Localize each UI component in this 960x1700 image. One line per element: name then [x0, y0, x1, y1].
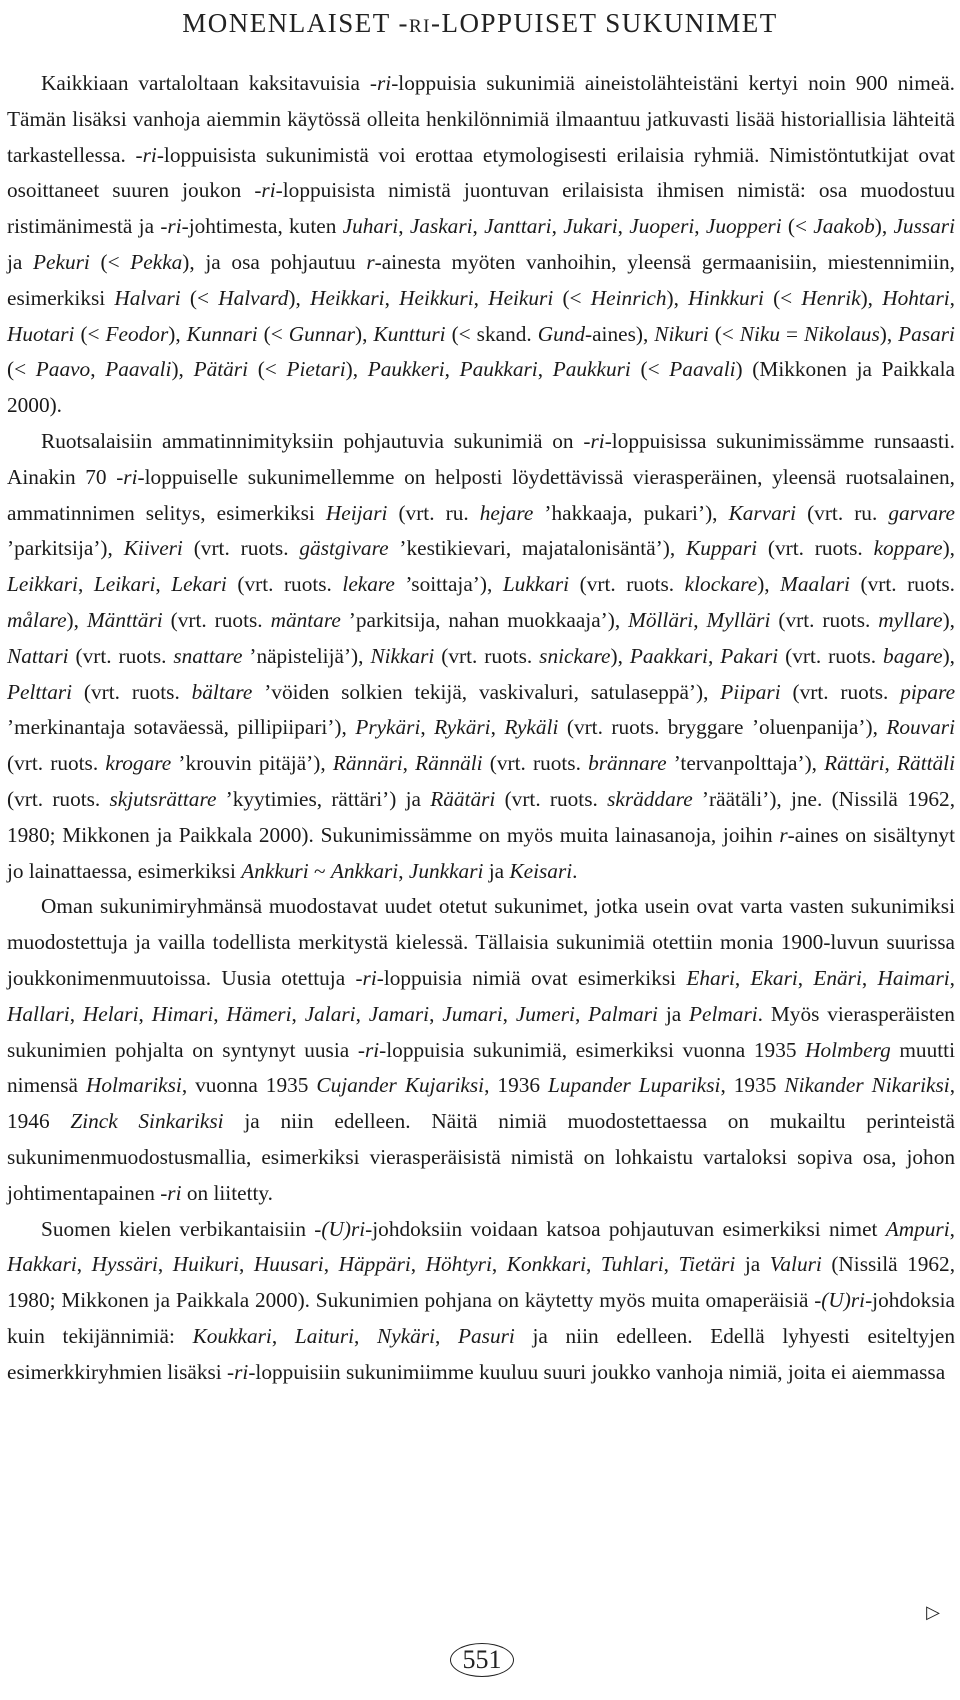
italic-term: Ekari [750, 965, 798, 990]
italic-term: Laituri [294, 1323, 355, 1348]
italic-term: Hallari [7, 1001, 70, 1026]
italic-term: Junkkari [408, 858, 484, 883]
italic-term: Ampuri [885, 1216, 950, 1241]
italic-term: brännare [588, 751, 667, 776]
italic-term: Niku [739, 321, 781, 346]
italic-term: Pelttari [7, 679, 73, 704]
italic-term: Hämeri [226, 1001, 292, 1026]
italic-term: Juopperi [705, 214, 782, 239]
italic-term: Rännäli [415, 751, 483, 776]
italic-term: Rouvari [886, 715, 955, 740]
italic-term: -ri [357, 1037, 380, 1062]
italic-term: Mylläri [706, 607, 771, 632]
italic-term: Ehari [686, 965, 735, 990]
italic-term: -ri [116, 464, 138, 489]
italic-term: Ankkuri [241, 858, 309, 883]
italic-term: Mölläri [628, 607, 694, 632]
running-head-part1: MONENLAISET - [182, 8, 409, 38]
italic-term: skräddare [607, 786, 693, 811]
italic-term: bagare [883, 643, 943, 668]
paragraph-2: Ruotsalaisiin ammatinnimityksiin pohjautuvia sukunimiä on -ri-loppuisissa sukunimissämme runsaasti. Ainakin 70 -ri-loppuiselle sukunimellemme on helposti löydettävissä vierasperäinen, yleensä ruotsalainen, ammatinnimen selitys, esimerkiksi Heijari (vrt. ru. hejare ’hakkaaja, pukari’), Karvari (vrt. ru. garvare ’parkitsija’), Kiiveri (vrt. ruots. gästgivare ’kestikievari, majatalonisäntä’), Kuppari (vrt. ruots. koppare), Leikkari, Leikari, Lekari (vrt. ruots. lekare ’soittaja’), Lukkari (vrt. ruots. klockare), Maalari (vrt. ruots. målare), Mänttäri (vrt. ruots. mäntare ’parkitsija, nahan muokkaaja’), Mölläri, Mylläri (vrt. ruots. myllare), Nattari (vrt. ruots. snattare ’näpistelijä’), Nikkari (vrt. ruots. snickare), Paakkari, Pakari (vrt. ruots. bagare), Pelttari (vrt. ruots. bältare ’vöiden solkien tekijä, vaskivaluri, satulaseppä’), Piipari (vrt. ruots. pipare ’merkinantaja sotaväessä, pillipiipari’), Prykäri, Rykäri, Rykäli (vrt. ruots. bryggare ’oluenpanija’), Rouvari (vrt. ruots. krogare ’krouvin pitäjä’), Rännäri, Rännäli (vrt. ruots. brännare ’tervanpolttaja’), Rättäri, Rättäli (vrt. ruots. skjutsrättare ’kyytimies, rättäri’) ja Räätäri (vrt. ruots. skräddare ’räätäli’), jne. (Nissilä 1962, 1980; Mikkonen ja Paikkala 2000). Sukunimissämme on myös muita lainasanoja, joihin r-aines on sisältynyt jo lainattaessa, esimerkiksi Ankkuri ~ Ankkari, Junkkari ja Keisari. [7, 428, 956, 883]
italic-term: Paukkeri [367, 357, 445, 382]
italic-term: Räätäri [430, 786, 496, 811]
italic-term: -ri [369, 71, 392, 95]
italic-term: Jaskari [409, 214, 473, 239]
italic-term: Piipari [720, 679, 781, 704]
italic-term: pipare [900, 679, 956, 704]
italic-term: Ankkari [330, 858, 399, 883]
italic-term: Maalari [780, 572, 850, 597]
italic-term: Pekuri [33, 249, 90, 274]
italic-term: Jaakob [813, 214, 875, 239]
italic-term: målare [7, 607, 67, 632]
italic-term: Prykäri [355, 715, 421, 740]
italic-term: Pelmari [689, 1001, 758, 1026]
italic-term: -ri [135, 142, 157, 167]
italic-term: Pasuri [458, 1323, 515, 1348]
italic-term: Nykäri [377, 1323, 435, 1348]
italic-term: Gunnar [288, 321, 355, 346]
italic-term: Halvard [218, 285, 289, 310]
italic-term: Paavali [105, 357, 172, 382]
italic-term: Heijari [325, 500, 388, 525]
italic-term: Halvari [114, 285, 181, 310]
italic-term: Huikuri [172, 1252, 240, 1277]
page-number: 551 [450, 1643, 514, 1677]
italic-term: Lukkari [502, 572, 570, 597]
italic-term: Jukari [563, 214, 618, 239]
italic-term: Leikkari [7, 572, 78, 597]
italic-term: Pietari [286, 357, 346, 382]
running-head-suffix: RI [408, 16, 431, 37]
italic-term: Pätäri [193, 357, 249, 382]
italic-term: Koukkari [192, 1323, 272, 1348]
italic-term: Hyssäri [91, 1252, 158, 1277]
italic-term: Tietäri [678, 1252, 736, 1277]
italic-term: Helari [82, 1001, 139, 1026]
italic-term: Zinck Sinkariksi [70, 1109, 224, 1134]
italic-term: Juoperi [629, 214, 695, 239]
italic-term: Nikkari [370, 643, 435, 668]
italic-term: skjutsrättare [109, 786, 217, 811]
italic-term: Keisari [509, 858, 573, 883]
italic-term: Nattari [7, 643, 69, 668]
italic-term: -ri [254, 178, 276, 203]
italic-term: Paukkari [459, 357, 538, 382]
italic-term: Valuri [769, 1252, 822, 1277]
italic-term: gästgivare [299, 536, 389, 561]
italic-term: Holmariksi [85, 1073, 182, 1098]
italic-term: Pakari [720, 643, 779, 668]
italic-term: Lupander Lupariksi [548, 1073, 721, 1098]
italic-term: Leikari [93, 572, 156, 597]
italic-term: Henrik [801, 285, 861, 310]
italic-term: hejare [479, 500, 534, 525]
italic-term: Paakkari [629, 643, 708, 668]
italic-term: Karvari [728, 500, 797, 525]
italic-term: Rättäri [824, 751, 885, 776]
italic-term: Nikuri [654, 321, 709, 346]
italic-term: Himari [151, 1001, 214, 1026]
italic-term: Jumeri [515, 1001, 575, 1026]
italic-term: -ri [583, 428, 605, 453]
italic-term: krogare [105, 751, 172, 776]
italic-term: Janttari [484, 214, 552, 239]
running-head [0, 8, 960, 39]
italic-term: Nikander Nikariksi [784, 1073, 950, 1098]
italic-term: Kuntturi [373, 321, 446, 346]
italic-term: Kuppari [686, 536, 758, 561]
italic-term: snickare [539, 643, 611, 668]
italic-term: Gund [537, 321, 586, 346]
italic-term: Paavali [669, 357, 736, 382]
paragraph-4: Suomen kielen verbikantaisiin -(U)ri-johdoksiin voidaan katsoa pohjautuvan esimerkiksi nimet Ampuri, Hakkari, Hyssäri, Huikuri, Huusari, Häppäri, Höhtyri, Konkkari, Tuhlari, Tietäri ja Valuri (Nissilä 1962, 1980; Mikkonen ja Paikkala 2000). Sukunimien pohjana on käytetty myös muita omaperäisiä -(U)ri-johdoksia kuin tekijännimiä: Koukkari, Laituri, Nykäri, Pasuri ja niin edelleen. Edellä lyhyesti esiteltyjen esimerkkiryhmien lisäksi -ri-loppuisiin sukunimiimme kuuluu suuri joukko vanhoja nimiä, joita ei aiemmassa [7, 1216, 956, 1384]
italic-term: Paukkuri [552, 357, 631, 382]
italic-term: mäntare [270, 607, 341, 632]
italic-term: koppare [873, 536, 943, 561]
italic-term: Holmberg [805, 1037, 891, 1062]
italic-term: Jamari [368, 1001, 430, 1026]
italic-term: snattare [173, 643, 243, 668]
italic-term: Huotari [7, 321, 75, 346]
italic-term: -(U)ri [814, 1288, 866, 1313]
italic-term: Häppäri [338, 1252, 411, 1277]
italic-term: myllare [878, 607, 943, 632]
italic-term: Pekka [130, 249, 183, 274]
italic-term: Rättäli [897, 751, 956, 776]
italic-term: Hohtari [882, 285, 950, 310]
italic-term: Heikkari [310, 285, 385, 310]
italic-term: Tuhlari [600, 1252, 664, 1277]
running-head-part3: -LOPPUISET SUKUNIMET [430, 8, 778, 38]
italic-term: Palmari [588, 1001, 658, 1026]
italic-term: garvare [888, 500, 955, 525]
italic-term: klockare [684, 572, 758, 597]
italic-term: Hakkari [7, 1252, 77, 1277]
next-page-arrow-icon: ▷ [926, 1602, 940, 1623]
paragraph-3: Oman sukunimiryhmänsä muodostavat uudet otetut sukunimet, jotka usein ovat varta vasten sukunimiksi muodostettuja ja vailla todellista merkitystä kielessä. Tällaisia sukunimiä otettiin monia 1900-luvun suurissa joukkonimenmuutoissa. Uusia otettuja -ri-loppuisia nimiä ovat esimerkiksi Ehari, Ekari, Enäri, Haimari, Hallari, Helari, Himari, Hämeri, Jalari, Jamari, Jumari, Jumeri, Palmari ja Pelmari. Myös vierasperäisten sukunimien pohjalta on syntynyt uusia -ri-loppuisia sukunimiä, esimerkiksi vuonna 1935 Holmberg muutti nimensä Holmariksi, vuonna 1935 Cujander Kujariksi, 1936 Lupander Lupariksi, 1935 Nikander Nikariksi, 1946 Zinck Sinkariksi ja niin edelleen. Näitä nimiä muodostettaessa on mukailtu perinteistä sukunimenmuodostusmallia, esimerkiksi vierasperäisistä nimistä on lohkaistu vartaloksi sopiva osa, johon johtimentapainen -ri on liitetty. [7, 894, 956, 1205]
italic-term: Huusari [253, 1252, 324, 1277]
italic-term: -ri [227, 1359, 249, 1384]
italic-term: Paavo [35, 357, 91, 382]
italic-term: Haimari [877, 965, 950, 990]
italic-term: Heinrich [590, 285, 667, 310]
italic-term: Hinkkuri [688, 285, 764, 310]
italic-term: Lekari [171, 572, 227, 597]
italic-term: Rykäri [434, 715, 491, 740]
italic-term: Cujander Kujariksi [316, 1073, 485, 1098]
paragraph-1: Kaikkiaan vartaloltaan kaksitavuisia -ri-loppuisia sukunimiä aineistolähteistäni kertyi noin 900 nimeä. Tämän lisäksi vanhoja aiemmin käytössä olleita henkilönnimiä ilmaantuu jatkuvasti lisää historiallisia lähteitä tarkastellessa. -ri-loppuisista sukunimistä voi erottaa etymologisesti erilaisia ryhmiä. Nimistöntutkijat ovat osoittaneet suuren joukon -ri-loppuisista nimistä juontuvan erilaisista ihmisen nimistä: osa muodostuu ristimänimestä ja -ri-johtimesta, kuten Juhari, Jaskari, Janttari, Jukari, Juoperi, Juopperi (< Jaakob), Jussari ja Pekuri (< Pekka), ja osa pohjautuu r-ainesta myöten vanhoihin, yleensä germaanisiin, miestennimiin, esimerkiksi Halvari (< Halvard), Heikkari, Heikkuri, Heikuri (< Heinrich), Hinkkuri (< Henrik), Hohtari, Huotari (< Feodor), Kunnari (< Gunnar), Kuntturi (< skand. Gund-aines), Nikuri (< Niku = Nikolaus), Pasari (< Paavo, Paavali), Pätäri (< Pietari), Paukkeri, Paukkari, Paukkuri (< Paavali) (Mikkonen ja Paikkala 2000). [7, 71, 956, 418]
italic-term: Enäri [813, 965, 862, 990]
italic-term: Kunnari [186, 321, 258, 346]
italic-term: Rännäri [332, 751, 403, 776]
italic-term: lekare [342, 572, 395, 597]
italic-term: Heikuri [488, 285, 554, 310]
italic-term: Heikkuri [399, 285, 474, 310]
italic-term: -ri [160, 1180, 182, 1205]
italic-term: Höhtyri [425, 1252, 492, 1277]
italic-term: Mänttäri [86, 607, 163, 632]
italic-term: -(U)ri [314, 1216, 366, 1241]
body-text [7, 66, 955, 1390]
italic-term: Nikolaus [804, 321, 880, 346]
italic-term: -ri [355, 965, 377, 990]
italic-term: Jussari [893, 214, 956, 239]
italic-term: Kiiveri [123, 536, 183, 561]
italic-term: r [779, 822, 788, 847]
italic-term: Jumari [442, 1001, 503, 1026]
italic-term: bältare [191, 679, 253, 704]
italic-term: Juhari [342, 214, 399, 239]
italic-term: -ri [160, 214, 182, 239]
italic-term: Jalari [304, 1001, 356, 1026]
italic-term: Konkkari [506, 1252, 587, 1277]
italic-term: r [366, 249, 375, 274]
italic-term: Rykäli [504, 715, 559, 740]
italic-term: Pasari [898, 321, 955, 346]
italic-term: Feodor [105, 321, 169, 346]
